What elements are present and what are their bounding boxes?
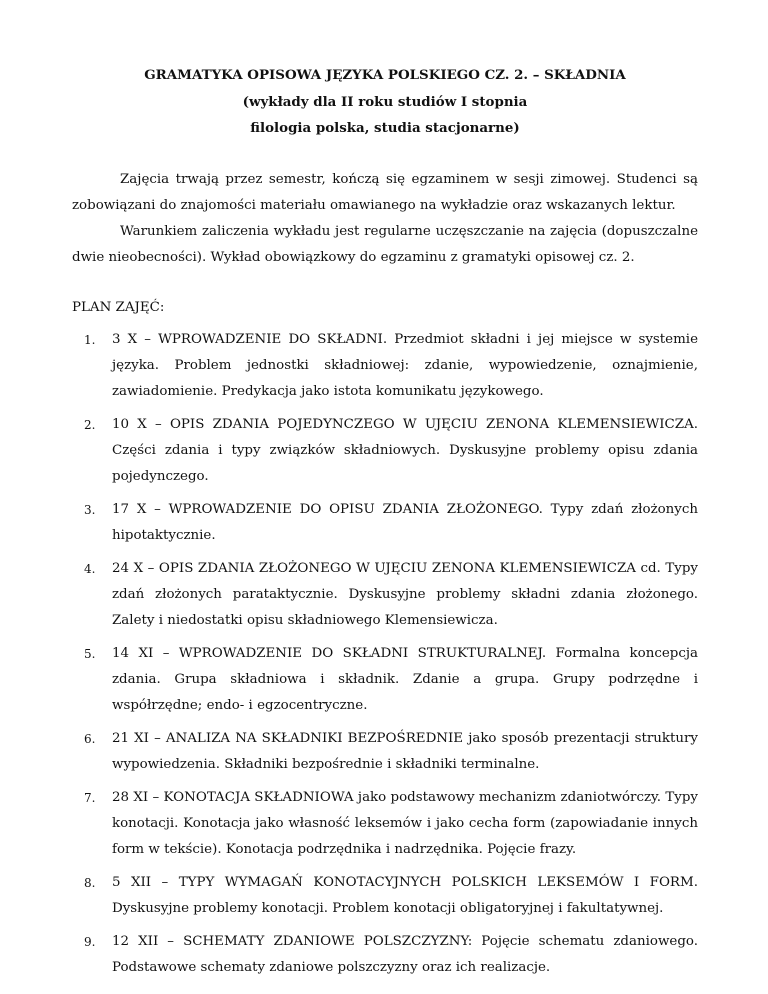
plan-item-number: 9. <box>84 934 96 949</box>
plan-item-number: 2. <box>84 417 96 432</box>
plan-item-text: 24 X – OPIS ZDANIA ZŁOŻONEGO W UJĘCIU ZENONA KLEMENSIEWICZA cd. Typy zdań złożonych parataktycznie. Dyskusyjne problemy składni zdania złożonego. Zalety i niedostatki opisu składniowego Klemensiewicza. <box>112 560 698 628</box>
plan-item <box>72 726 698 778</box>
document-title <box>72 62 698 142</box>
plan-item <box>72 641 698 719</box>
title-line-3: filologia polska, studia stacjonarne) <box>250 120 520 136</box>
plan-item <box>72 785 698 863</box>
plan-item-text: 28 XI – KONOTACJA SKŁADNIOWA jako podstawowy mechanizm zdaniotwórczy. Typy konotacji. Konotacja jako własność leksemów i jako cecha form (zapowiadanie innych form w tekście). Konotacja podrzędnika i nadrzędnika. Pojęcie frazy. <box>112 789 698 857</box>
plan-item-number: 3. <box>84 502 96 517</box>
plan-item-text: 17 X – WPROWADZENIE DO OPISU ZDANIA ZŁOŻONEGO. Typy zdań złożonych hipotaktycznie. <box>112 501 698 543</box>
plan-item <box>72 556 698 634</box>
plan-item <box>72 870 698 922</box>
plan-item-number: 6. <box>84 731 96 746</box>
plan-item-text: 5 XII – TYPY WYMAGAŃ KONOTACYJNYCH POLSKICH LEKSEMÓW I FORM. Dyskusyjne problemy konotacji. Problem konotacji obligatoryjnej i fakultatywnej. <box>112 874 698 916</box>
plan-item-number: 1. <box>84 332 96 347</box>
plan-item-text: 3 X – WPROWADZENIE DO SKŁADNI. Przedmiot składni i jej miejsce w systemie języka. Problem jednostki składniowej: zdanie, wypowiedzenie, oznajmienie, zawiadomienie. Predykacja jako istota komunikatu językowego. <box>112 331 698 399</box>
title-line-2: (wykłady dla II roku studiów I stopnia <box>242 93 528 110</box>
plan-item-number: 8. <box>84 875 96 890</box>
plan-item <box>72 327 698 405</box>
plan-item <box>72 929 698 981</box>
plan-item <box>72 412 698 490</box>
plan-item-text: 21 XI – ANALIZA NA SKŁADNIKI BEZPOŚREDNIE jako sposób prezentacji struktury wypowiedzenia. Składniki bezpośrednie i składniki terminalne. <box>112 730 698 772</box>
title-line-1: GRAMATYKA OPISOWA JĘZYKA POLSKIEGO CZ. 2. – SKŁADNIA <box>144 67 626 83</box>
plan-list <box>72 327 698 981</box>
plan-item-text: 10 X – OPIS ZDANIA POJEDYNCZEGO W UJĘCIU ZENONA KLEMENSIEWICZA. Części zdania i typy związków składniowych. Dyskusyjne problemy opisu zdania pojedynczego. <box>112 416 698 484</box>
intro-paragraph-1: Zajęcia trwają przez semestr, kończą się egzaminem w sesji zimowej. Studenci są zobowiązani do znajomości materiału omawianego na wykładzie oraz wskazanych lektur. <box>72 171 698 213</box>
plan-item-number: 7. <box>84 790 96 805</box>
plan-item-text: 14 XI – WPROWADZENIE DO SKŁADNI STRUKTURALNEJ. Formalna koncepcja zdania. Grupa składniowa i składnik. Zdanie a grupa. Grupy podrzędne i współrzędne; endo- i egzocentryczne. <box>112 645 698 713</box>
plan-item-number: 5. <box>84 646 96 661</box>
plan-item <box>72 497 698 549</box>
plan-item-number: 4. <box>84 561 96 576</box>
intro-paragraph-2: Warunkiem zaliczenia wykładu jest regularne uczęszczanie na zajęcia (dopuszczalne dwie nieobecności). Wykład obowiązkowy do egzaminu z gramatyki opisowej cz. 2. <box>72 223 698 265</box>
plan-label: PLAN ZAJĘĆ: <box>72 299 165 315</box>
plan-item-text: 12 XII – SCHEMATY ZDANIOWE POLSZCZYZNY: Pojęcie schematu zdaniowego. Podstawowe schematy zdaniowe polszczyzny oraz ich realizacje. <box>112 933 698 975</box>
